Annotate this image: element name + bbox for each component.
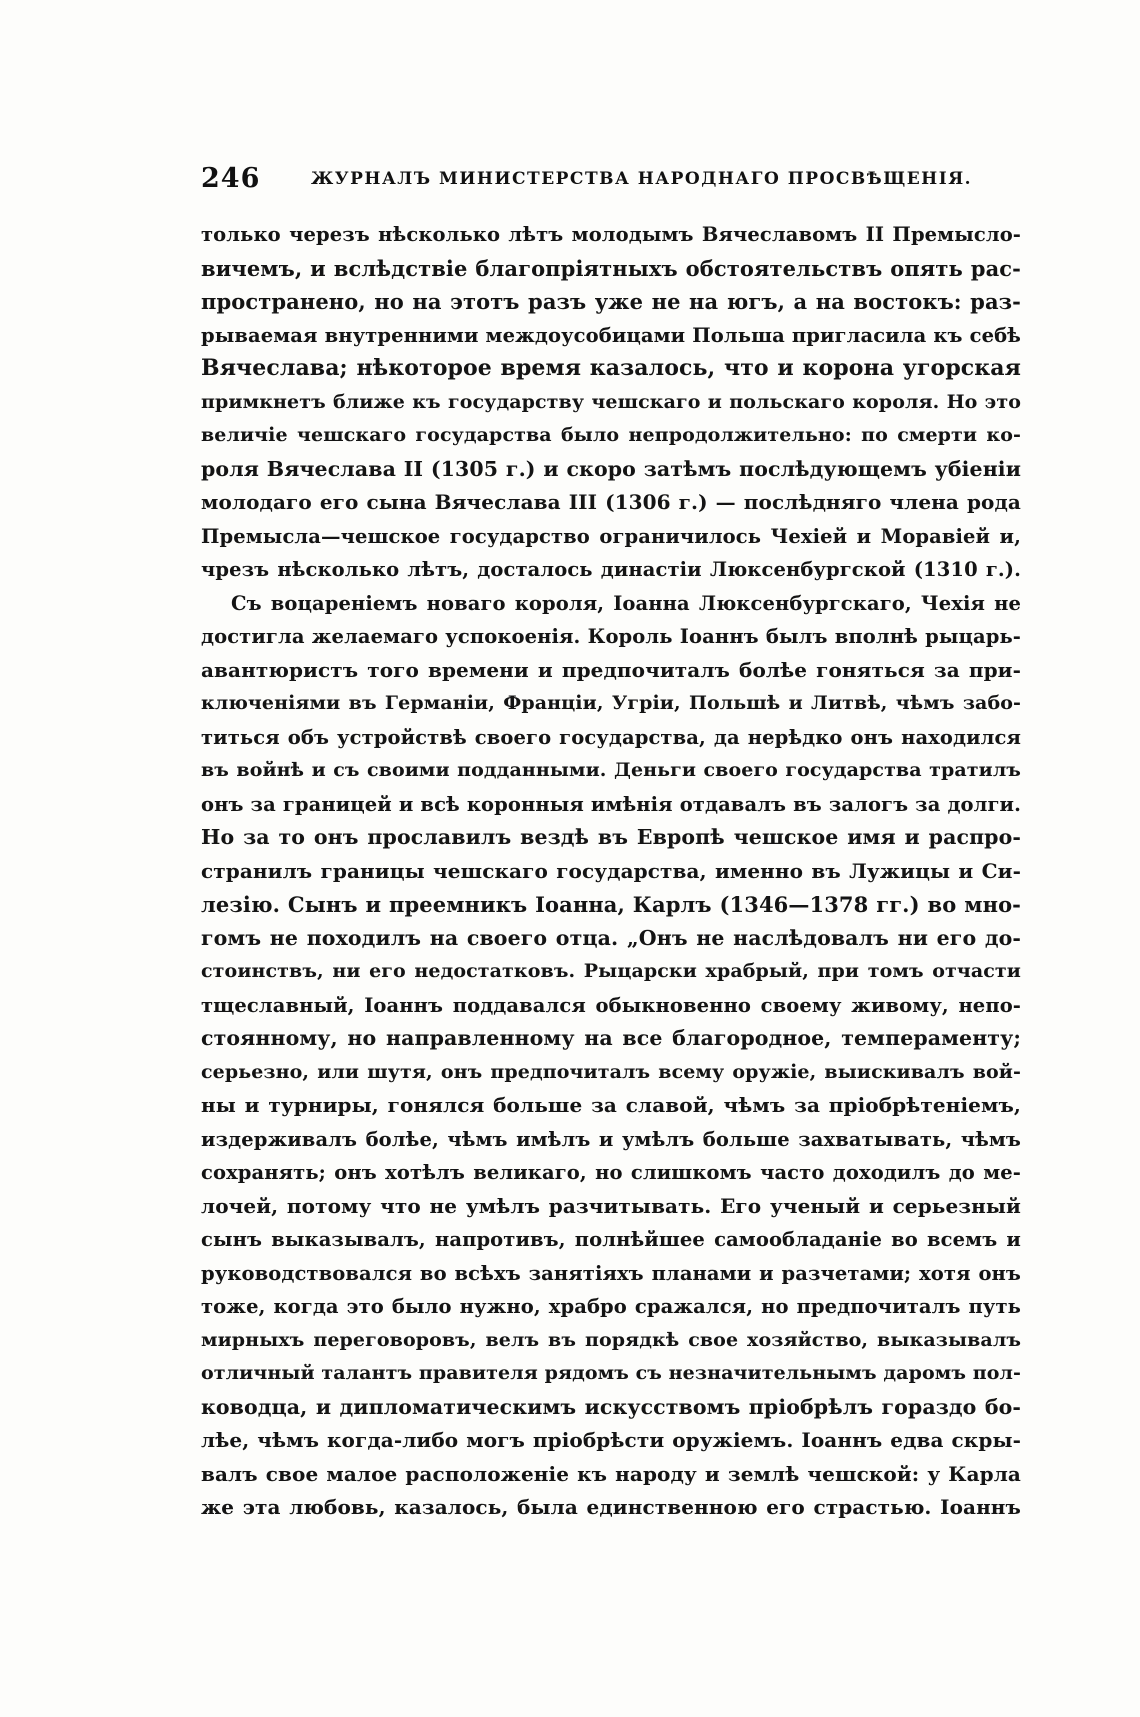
text-line: роля Вячеслава II (1305 г.) и скоро затѣмъ послѣдующемъ убіеніи	[201, 456, 1021, 481]
text-line: гомъ не походилъ на своего отца. „Онъ не наслѣдовалъ ни его до-	[201, 925, 1021, 950]
text-line: онъ за границей и всѣ коронныя имѣнія отдавалъ въ залогъ за долги.	[201, 792, 1021, 816]
text-line: Съ воцареніемъ новаго короля, Іоанна Люксенбургскаго, Чехія не	[231, 591, 1021, 615]
page-header	[201, 163, 973, 203]
text-line: валъ свое малое расположеніе къ народу и землѣ чешской: у Карла	[201, 1461, 1021, 1486]
text-line: издерживалъ болѣе, чѣмъ имѣлъ и умѣлъ больше захватывать, чѣмъ	[201, 1127, 1021, 1151]
text-line: авантюристъ того времени и предпочиталъ болѣе гоняться за при-	[201, 657, 1021, 682]
text-line: стоянному, но направленному на все благородное, темпераменту;	[201, 1026, 1021, 1050]
text-line: странилъ границы чешскаго государства, именно въ Лужицы и Си-	[201, 858, 1021, 883]
body-text	[201, 218, 1021, 1525]
text-line: пространено, но на этотъ разъ уже не на югъ, а на востокъ: раз-	[201, 289, 1021, 314]
text-line: Премысла—чешское государство ограничилось Чехіей и Моравіей и,	[201, 524, 1021, 548]
running-title: ЖУРНАЛЪ МИНИСТЕРСТВА НАРОДНАГО ПРОСВѢЩЕНІЯ.	[311, 169, 973, 189]
text-line: вичемъ, и вслѣдствіе благопріятныхъ обстоятельствъ опять рас-	[201, 255, 1021, 281]
text-line: мирныхъ переговоровъ, велъ въ порядкѣ свое хозяйство, выказывалъ	[201, 1328, 1021, 1351]
text-line: примкнетъ ближе къ государству чешскаго и польскаго короля. Но это	[201, 390, 1021, 413]
text-line: руководствовался во всѣхъ занятіяхъ планами и разчетами; хотя онъ	[201, 1261, 1021, 1285]
text-line: тоже, когда это было нужно, храбро сражался, но предпочиталъ путь	[201, 1295, 1021, 1318]
text-line: отличный талантъ правителя рядомъ съ незначительнымъ даромъ пол-	[201, 1362, 1022, 1384]
text-line: титься объ устройствѣ своего государства, да нерѣдко онъ находился	[201, 725, 1021, 749]
text-line: въ войнѣ и съ своими подданными. Деньги своего государства тратилъ	[201, 759, 1021, 781]
text-line: лочей, потому что не умѣлъ разчитывать. Его ученый и серьезный	[201, 1193, 1021, 1218]
text-line: молодаго его сына Вячеслава III (1306 г.) — послѣдняго члена рода	[201, 490, 1021, 514]
text-line: стоинствъ, ни его недостатковъ. Рыцарски храбрый, при томъ отчасти	[201, 960, 1021, 982]
text-line: серьезно, или шутя, онъ предпочиталъ всему оружіе, выискивалъ вой-	[201, 1060, 1021, 1083]
text-line: Но за то онъ прославилъ вездѣ въ Европѣ чешское имя и распро-	[201, 825, 1021, 849]
text-line: же эта любовь, казалось, была единственною его страстью. Іоаннъ	[201, 1495, 1021, 1519]
text-line: лѣе, чѣмъ когда-либо могъ пріобрѣсти оружіемъ. Іоаннъ едва скры-	[201, 1428, 1021, 1452]
text-line: ключеніями въ Германіи, Франціи, Угріи, Польшѣ и Литвѣ, чѣмъ забо-	[201, 692, 1021, 714]
page-number: 246	[201, 163, 261, 194]
text-line: ководца, и дипломатическимъ искусствомъ пріобрѣлъ гораздо бо-	[201, 1394, 1021, 1419]
text-line: Вячеслава; нѣкоторое время казалось, что и корона угорская	[201, 355, 1021, 381]
text-line: сынъ выказывалъ, напротивъ, полнѣйшее самообладаніе во всемъ и	[201, 1228, 1021, 1251]
text-line: рываемая внутренними междоусобицами Польша пригласила къ себѣ	[201, 323, 1021, 347]
text-line: только черезъ нѣсколько лѣтъ молодымъ Вячеславомъ II Премысло-	[201, 223, 1021, 246]
text-line: тщеславный, Іоаннъ поддавался обыкновенно своему живому, непо-	[201, 993, 1021, 1017]
text-line: лезію. Сынъ и преемникъ Іоанна, Карлъ (1346—1378 гг.) во мно-	[201, 892, 1021, 917]
text-line: достигла желаемаго успокоенія. Король Іоаннъ былъ вполнѣ рыцарь-	[201, 625, 1021, 648]
text-line: ны и турниры, гонялся больше за славой, чѣмъ за пріобрѣтеніемъ,	[201, 1093, 1021, 1117]
text-line: сохранять; онъ хотѣлъ великаго, но слишкомъ часто доходилъ до ме-	[201, 1161, 1021, 1184]
text-line: чрезъ нѣсколько лѣтъ, досталось династіи Люксенбургской (1310 г.).	[201, 558, 1021, 581]
text-line: величіе чешскаго государства было непродолжительно: по смерти ко-	[201, 424, 1021, 446]
